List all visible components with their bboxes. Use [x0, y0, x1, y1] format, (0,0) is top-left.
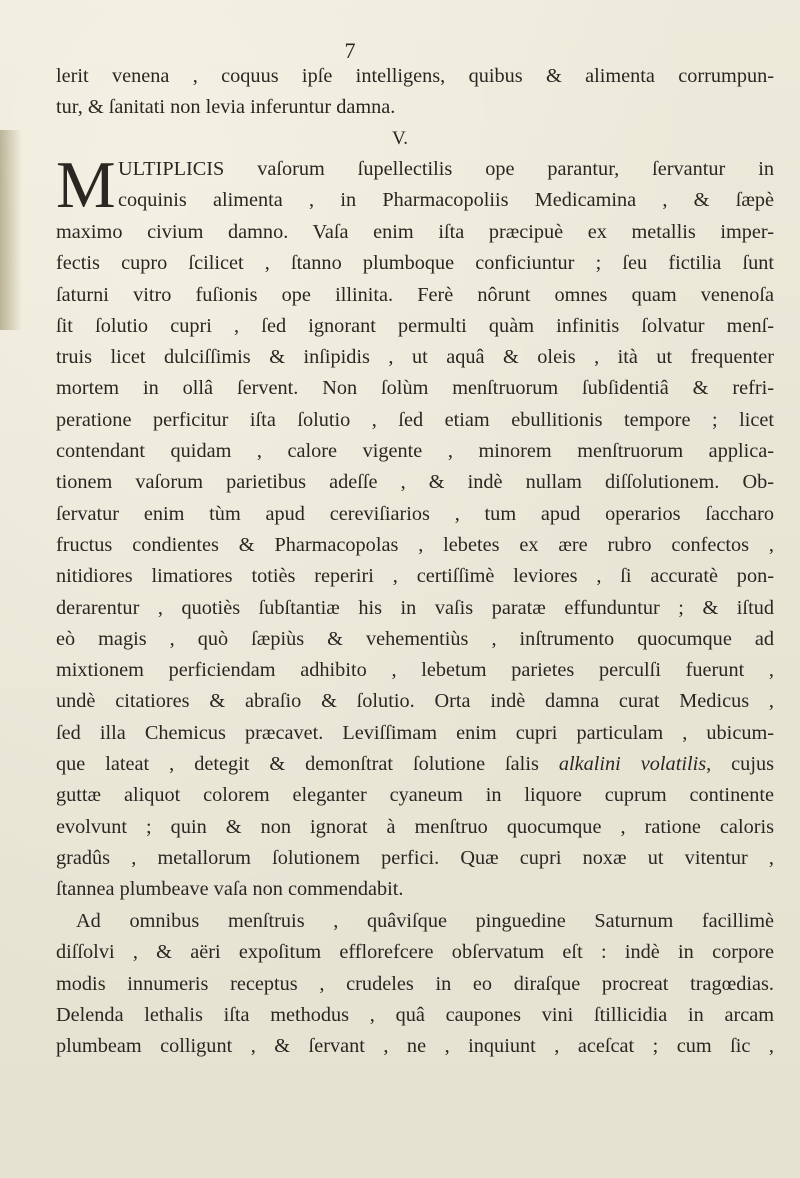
text-line: tionem vaſorum parietibus adeſſe , & indè nullam diſſolutionem. Ob-: [56, 471, 774, 494]
text-run: que lateat , detegit & demonſtrat ſolutione ſalis: [56, 753, 559, 776]
text-line: modis innumeris receptus , crudeles in eo diraſque procreat tragœdias.: [56, 972, 774, 995]
text-line: Ad omnibus menſtruis , quâviſque pinguedine Saturnum facillimè: [76, 910, 774, 932]
paragraph-two: [56, 906, 774, 1062]
intro-text: [56, 61, 774, 124]
text-line: ſed illa Chemicus præcavet. Leviſſimam enim cupri particulam , ubicum-: [56, 721, 774, 744]
section-body: [56, 217, 774, 906]
text-line: diſſolvi , & aëri expoſitum efflorefcere obſervatum eſt : indè in corpore: [56, 941, 774, 964]
text-line: truis licet dulciſſimis & inſipidis , ut aquâ & oleis , ità ut frequenter: [56, 346, 774, 369]
text-line: derarentur , quotiès ſubſtantiæ his in vaſis paratæ effunduntur ; & iſtud: [56, 596, 774, 619]
text-line: tur, & ſanitati non levia inferuntur damna.: [56, 96, 396, 119]
text-line: fructus condientes & Pharmacopolas , lebetes ex ære rubro confectos ,: [56, 533, 774, 556]
text-line: fectis cupro ſcilicet , ſtanno plumboque conficiuntur ; ſeu fictilia ſunt: [56, 252, 774, 275]
page-number: 7: [344, 38, 356, 63]
text-line: Delenda lethalis iſta methodus , quâ caupones vini ſtillicidia in arcam: [56, 1003, 774, 1026]
text-line: [56, 749, 774, 780]
page-edge-shadow: [0, 130, 22, 330]
text-line: undè citatiores & abraſio & ſolutio. Orta indè damna curat Medicus ,: [56, 690, 774, 713]
text-line: contendant quidam , calore vigente , minorem menſtruorum applica-: [56, 440, 774, 463]
text-line: guttæ aliquot colorem eleganter cyaneum in liquore cuprum continente: [56, 784, 774, 807]
text-line: ſit ſolutio cupri , ſed ignorant permulti quàm infinitis ſolvatur menſ-: [56, 314, 774, 337]
text-line: nitidiores limatiores totiès reperiri , certiſſimè leviores , ſi accuratè pon-: [56, 565, 774, 588]
text-line: ſtannea plumbeave vaſa non commendabit.: [56, 878, 404, 901]
text-line: gradûs , metallorum ſolutionem perfici. Quæ cupri noxæ ut vitentur ,: [56, 846, 774, 869]
text-line: ſaturni vitro fuſionis ope illinita. Ferè nôrunt omnes quam venenoſa: [56, 283, 774, 306]
text-line: mortem in ollâ ſervent. Non ſolùm menſtruorum ſubſidentiâ & refri-: [56, 377, 774, 400]
text-line: maximo civium damno. Vaſa enim iſta præcipuè ex metallis imper-: [56, 221, 774, 243]
section-heading: V.: [391, 128, 409, 149]
text-run: , cujus: [706, 753, 774, 776]
text-line: ULTIPLICIS vaſorum ſupellectilis ope parantur, ſervantur in: [118, 158, 774, 180]
text-line: evolvunt ; quin & non ignorat à menſtruo quocumque , ratione caloris: [56, 815, 774, 838]
text-line: ſervatur enim tùm apud cereviſiarios , tum apud operarios ſaccharo: [56, 502, 774, 525]
drop-cap: M: [56, 148, 116, 222]
text-line: eò magis , quò ſæpiùs & vehementiùs , inſtrumento quocumque ad: [56, 627, 774, 650]
text-line: lerit venena , coquus ipſe intelligens, quibus & alimenta corrumpun-: [56, 65, 774, 87]
text-line: plumbeam colligunt , & ſervant , ne , inquiunt , aceſcat ; cum ſic ,: [56, 1035, 774, 1058]
section-first-lines: [118, 154, 774, 217]
text-line: peratione perficitur iſta ſolutio , ſed etiam ebullitionis tempore ; licet: [56, 408, 774, 431]
italic-term: alkalini volatilis: [558, 753, 707, 776]
text-line: mixtionem perficiendam adhibito , lebetum parietes perculſi fuerunt ,: [56, 659, 774, 682]
text-line: coquinis alimenta , in Pharmacopoliis Medicamina , & ſæpè: [118, 189, 774, 212]
